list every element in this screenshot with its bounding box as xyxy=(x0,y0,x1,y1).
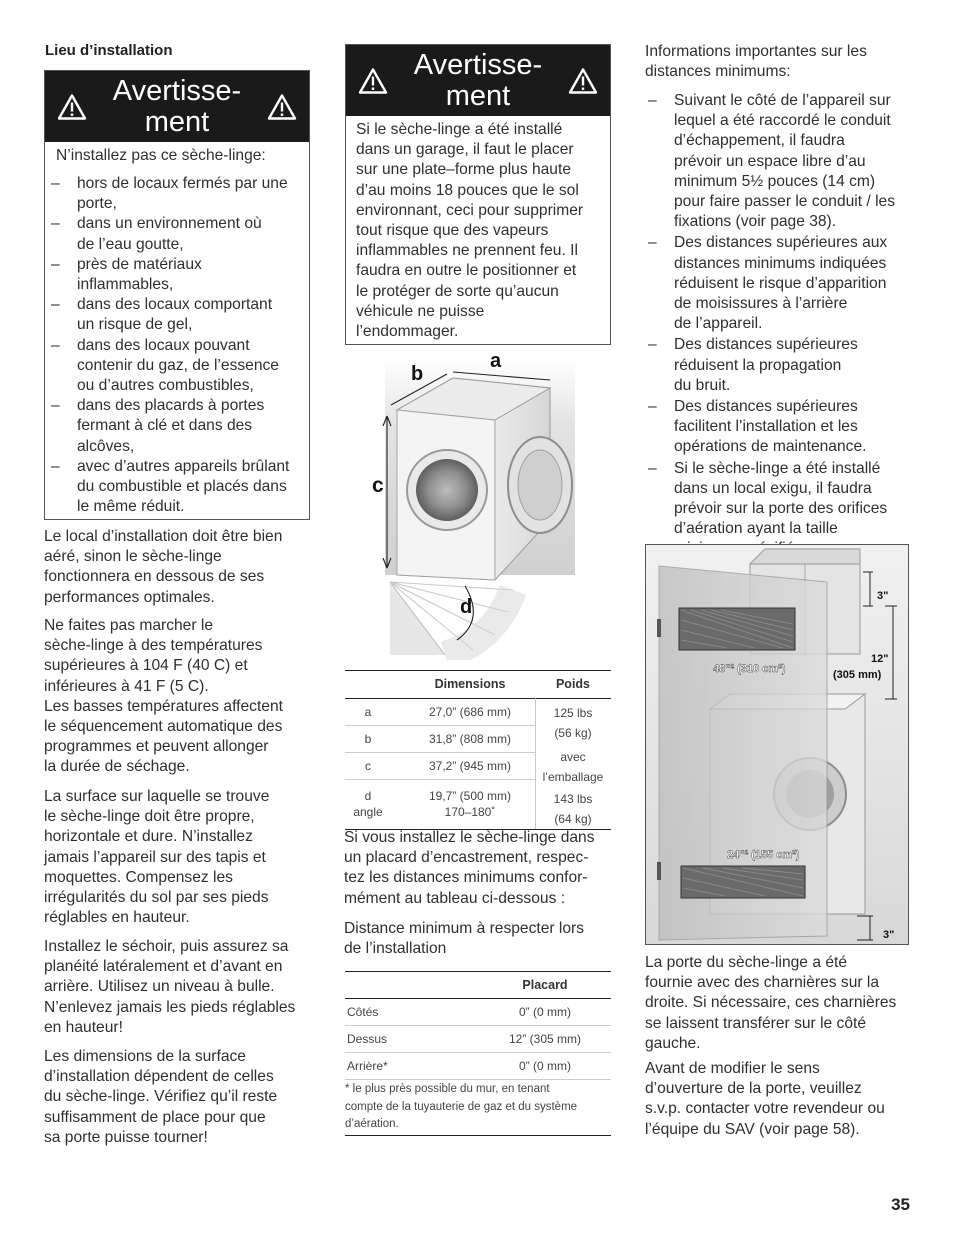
text-line: de l’installation xyxy=(344,940,447,958)
text-line: performances optimales. xyxy=(44,588,215,606)
placard-footnote xyxy=(345,1081,611,1134)
text-line: lequel a été raccordé le conduit xyxy=(674,112,891,130)
side-gap-label: 12" xyxy=(871,653,889,665)
label-d: d xyxy=(460,596,473,618)
warning-box-installation xyxy=(44,70,310,520)
text-line: 170–180˚ xyxy=(444,805,496,819)
text-line: La surface sur laquelle se trouve xyxy=(44,788,270,805)
dim-row-value xyxy=(400,779,540,829)
text-line: angle xyxy=(353,805,383,819)
text-line: droite. Si nécessaire, ces charnières xyxy=(645,994,897,1012)
text-line: – Suivant le côté de l’appareil sur xyxy=(674,92,891,109)
dim-row-value xyxy=(400,698,540,725)
text-line: moquettes. Compensez les xyxy=(44,868,233,886)
warning-list-item xyxy=(45,295,309,335)
text-line: l’équipe du SAV (voir page 58). xyxy=(645,1120,860,1138)
text-line: distances minimums indiquées xyxy=(674,254,887,272)
text-line: la durée de séchage. xyxy=(44,758,190,776)
paragraph xyxy=(44,937,314,1038)
text-line: aéré, sinon le sèche-linge xyxy=(44,548,222,566)
text-line: Le local d’installation doit être bien xyxy=(44,528,283,545)
text-line: l’endommager. xyxy=(356,323,459,341)
text-line: fixations (voir page 38). xyxy=(674,213,837,231)
text-line: ou d’autres combustibles, xyxy=(77,377,254,395)
text-line: réglables en hauteur. xyxy=(44,909,190,927)
poids-cell xyxy=(535,703,611,829)
text-line: – Des distances supérieures aux xyxy=(674,234,888,252)
text-line: – dans des locaux comportant xyxy=(77,296,273,314)
placard-paragraph xyxy=(344,828,614,909)
text-line: inflammables ne prennent feu. Il xyxy=(356,242,578,260)
text-line: dans un local exigu, il faudra xyxy=(674,479,872,497)
dryer-dimensions-figure xyxy=(345,350,611,660)
text-line: gauche. xyxy=(645,1034,701,1052)
warning-triangle-icon xyxy=(267,93,297,120)
paragraph xyxy=(44,616,314,778)
label-a: a xyxy=(490,350,502,372)
warning-header xyxy=(346,45,610,116)
text-line: Installez le séchoir, puis assurez sa xyxy=(44,938,289,955)
text-line: irrégularités du sol par ses pieds xyxy=(44,889,269,907)
door-change-paragraph xyxy=(645,1059,915,1140)
warning-list-item xyxy=(45,255,309,295)
side-gap-label-mm: (305 mm) xyxy=(833,669,882,681)
header-placard: Placard xyxy=(522,978,568,992)
text-line: en hauteur! xyxy=(44,1018,123,1036)
text-line: réduisent la propagation xyxy=(674,356,842,374)
text-line: Si vous installez le sèche-linge dans xyxy=(344,829,595,846)
text-line: de l’appareil. xyxy=(674,315,763,333)
text-line: 19,7” (500 mm) xyxy=(428,789,512,803)
text-line: jamais l’appareil sur des tapis et xyxy=(44,848,266,866)
label-c: c xyxy=(372,474,384,497)
dim-row-value xyxy=(400,725,540,752)
warning-text xyxy=(356,120,606,342)
warning-list-item xyxy=(45,174,309,214)
text-line: tez les distances minimums confor- xyxy=(344,869,588,887)
paragraph xyxy=(44,1047,314,1148)
text-line: se laissent transférer sur le côté xyxy=(645,1014,867,1032)
text-line: pour faire passer le conduit / les xyxy=(674,193,896,211)
text-line: le séquencement automatique des xyxy=(44,718,283,736)
paragraph xyxy=(44,787,314,928)
text-line: – hors de locaux fermés par une xyxy=(77,175,288,192)
text-line: de l’eau goutte, xyxy=(77,235,184,253)
text-line: – avec d’autres appareils brûlant xyxy=(77,457,290,475)
text-line: d’installation dépendent de celles xyxy=(44,1068,274,1086)
distances-list-item xyxy=(642,91,917,232)
text-line: d’au moins 18 pouces que le sol xyxy=(356,181,579,199)
poids-line: (56 kg) xyxy=(554,726,592,740)
warning-intro: N’installez pas ce sèche-linge: xyxy=(56,147,266,164)
text-line: environnant, ceci pour supprimer xyxy=(356,201,584,219)
text-line: opérations de maintenance. xyxy=(674,438,867,456)
text-line: alcôves, xyxy=(77,437,135,455)
top-vent-label: 48"² (310 cm²) xyxy=(713,663,786,675)
poids-line: 125 lbs xyxy=(553,706,593,720)
text-line: le protéger de sorte qu’aucun xyxy=(356,282,559,300)
placard-row-value: 0” (0 mm) xyxy=(519,1058,571,1073)
dim-row-key xyxy=(345,779,391,829)
text-line: La porte du sèche-linge a été xyxy=(645,954,847,971)
warning-header xyxy=(45,71,309,142)
text-line: sèche-linge à des températures xyxy=(44,637,263,655)
text-line: – Des distances supérieures xyxy=(674,398,858,416)
text-line: c xyxy=(365,758,371,773)
text-line: a xyxy=(364,704,372,719)
text-line: N’enlevez jamais les pieds réglables xyxy=(44,998,296,1016)
warning-box-garage xyxy=(345,44,611,345)
text-line: d’ouverture de la porte, veuillez xyxy=(645,1080,862,1098)
warning-list-item xyxy=(45,396,309,457)
text-line: Les dimensions de la surface xyxy=(44,1048,246,1065)
text-line: inférieures à 41 F (5 C). xyxy=(44,677,209,695)
dim-row-value xyxy=(400,752,540,779)
text-line: du bruit. xyxy=(674,376,731,394)
warning-triangle-icon xyxy=(57,93,87,120)
text-line: de moisissures à l’arrière xyxy=(674,295,848,313)
warning-list-item xyxy=(45,214,309,254)
footnote-line: compte de la tuyauterie de gaz et du système xyxy=(345,1100,578,1113)
warning-list xyxy=(45,174,309,517)
text-line: mément au tableau ci-dessous : xyxy=(344,889,566,907)
distances-list-item xyxy=(642,397,917,458)
text-line: prévoir sur la porte des orifices xyxy=(674,500,888,518)
placard-row-value: 0” (0 mm) xyxy=(519,1004,571,1019)
poids-line: avec xyxy=(560,750,586,764)
text-line: fournie avec des charnières sur la xyxy=(645,974,880,992)
dimensions-table xyxy=(345,670,611,830)
text-line: dans un garage, il faut le placer xyxy=(356,141,574,159)
warning-title: Avertisse- ment xyxy=(413,48,543,112)
text-line: inflammables, xyxy=(77,276,174,294)
text-line: contenir du gaz, de l’essence xyxy=(77,356,279,374)
distances-list-item xyxy=(642,335,917,396)
footnote-line: d’aération. xyxy=(345,1118,399,1130)
header-dimensions: Dimensions xyxy=(434,677,506,691)
text-line: du combustible et placés dans xyxy=(77,478,287,496)
header-poids: Poids xyxy=(555,677,591,691)
dim-row-key xyxy=(345,725,391,752)
label-b: b xyxy=(411,363,424,385)
text-line: Les basses températures affectent xyxy=(44,697,283,715)
text-line: Informations importantes sur les xyxy=(645,43,867,60)
poids-line: 143 lbs xyxy=(553,792,593,806)
text-line: supérieures à 104 F (40 C) et xyxy=(44,657,248,675)
poids-line: l’emballage xyxy=(542,770,604,784)
text-line: porte, xyxy=(77,195,117,213)
placard-row-label: Côtés xyxy=(347,1004,379,1019)
text-line: – près de matériaux xyxy=(77,255,202,273)
text-line: un risque de gel, xyxy=(77,316,193,334)
text-line: véhicule ne puisse xyxy=(356,302,485,320)
text-line: faudra en outre le positionner et xyxy=(356,262,577,280)
poids-line: (64 kg) xyxy=(554,812,592,826)
text-line: – Si le sèche-linge a été installé xyxy=(674,459,881,477)
warning-triangle-icon xyxy=(568,67,598,94)
text-line: d xyxy=(364,789,372,803)
text-line: – Des distances supérieures xyxy=(674,336,858,354)
warning-triangle-icon xyxy=(358,67,388,94)
text-line: programmes et peuvent allonger xyxy=(44,738,269,756)
footnote-line: * le plus près possible du mur, en tenant xyxy=(345,1083,550,1095)
placard-table xyxy=(345,971,611,1137)
page-number: 35 xyxy=(891,1195,910,1214)
door-swing-arc xyxy=(390,582,513,655)
text-line: sur une plate–forme plus haute xyxy=(356,161,571,179)
text-line: d’échappement, il faudra xyxy=(674,132,845,150)
placard-row-value: 12” (305 mm) xyxy=(508,1031,582,1046)
text-line: suffisamment de place pour que xyxy=(44,1108,266,1126)
text-line: sa porte puisse tourner! xyxy=(44,1128,208,1146)
text-line: – dans des locaux pouvant xyxy=(77,336,250,354)
paragraph xyxy=(44,527,314,608)
text-line: planéité latéralement et d’avant en xyxy=(44,958,283,976)
distances-list-item xyxy=(642,233,917,334)
top-gap-label: 3" xyxy=(877,590,889,602)
text-line: Distance minimum à respecter lors xyxy=(344,920,585,937)
warning-list-item xyxy=(45,336,309,397)
text-line: minimum 5½ pouces (14 cm) xyxy=(674,172,876,190)
text-line: tout risque que des vapeurs xyxy=(356,222,549,240)
text-line: Avant de modifier le sens xyxy=(645,1060,820,1077)
text-line: réduisent le risque d’apparition xyxy=(674,274,887,292)
text-line: le même réduit. xyxy=(77,498,185,516)
text-line: arrière. Utilisez un niveau à bulle. xyxy=(44,978,275,996)
text-line: fermant à clé et dans des xyxy=(77,417,253,435)
text-line: facilitent l’installation et les xyxy=(674,418,858,436)
bottom-gap-label: 3" xyxy=(883,929,895,941)
text-line: horizontale et dure. N’installez xyxy=(44,828,253,846)
text-line: b xyxy=(364,731,372,746)
text-line: fonctionnera en dessous de ses xyxy=(44,568,265,586)
section-title: Lieu d’installation xyxy=(45,42,173,59)
text-line: un placard d’encastrement, respec- xyxy=(344,849,589,867)
min-distance-paragraph xyxy=(344,919,614,959)
distances-list xyxy=(642,91,917,560)
text-line: s.v.p. contacter votre revendeur ou xyxy=(645,1100,885,1118)
dim-row-key xyxy=(345,752,391,779)
text-line: d’aération ayant la taille xyxy=(674,520,838,538)
placard-row-label: Dessus xyxy=(347,1031,388,1046)
text-line: du sèche-linge. Vérifiez qu’il reste xyxy=(44,1088,278,1106)
text-line: – dans un environnement où xyxy=(77,215,262,233)
text-line: distances minimums: xyxy=(645,63,791,81)
text-line: 27,0” (686 mm) xyxy=(428,704,512,719)
warning-title: Avertisse- ment xyxy=(112,74,242,138)
text-line: Ne faites pas marcher le xyxy=(44,617,214,634)
bottom-vent-label: 24"² (155 cm²) xyxy=(727,849,800,861)
text-line: 31,8” (808 mm) xyxy=(428,731,512,746)
text-line: – dans des placards à portes xyxy=(77,397,265,415)
distances-intro xyxy=(645,42,915,82)
door-hinges-paragraph xyxy=(645,953,915,1054)
text-line: Si le sèche-linge a été installé xyxy=(356,121,563,138)
placard-row-label: Arrière* xyxy=(347,1058,388,1073)
dim-row-key xyxy=(345,698,391,725)
closet-clearance-figure xyxy=(645,544,909,945)
text-line: prévoir un espace libre d’au xyxy=(674,152,866,170)
text-line: le sèche-linge doit être propre, xyxy=(44,808,255,826)
text-line: 37,2” (945 mm) xyxy=(428,758,512,773)
warning-list-item xyxy=(45,457,309,518)
